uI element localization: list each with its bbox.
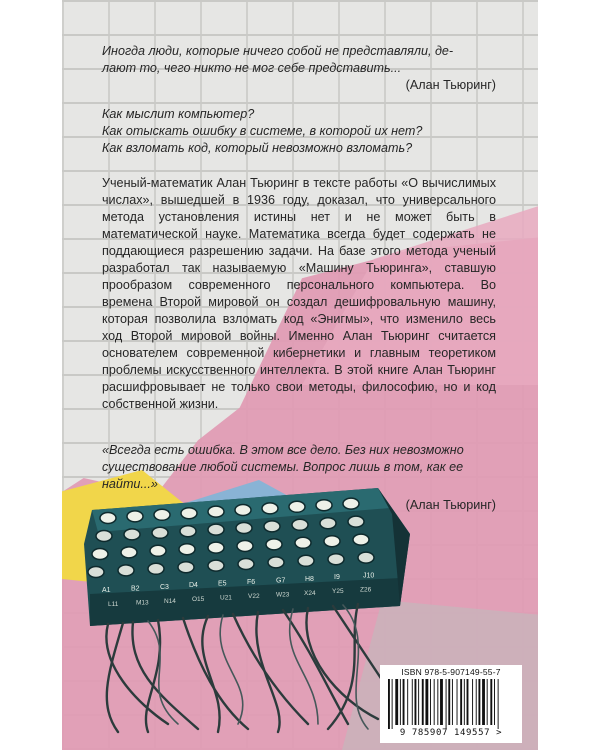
machine-key	[328, 554, 344, 565]
barcode-bar	[440, 679, 443, 725]
machine-key	[292, 519, 308, 530]
machine-label: A1	[102, 587, 111, 594]
machine-label: G7	[276, 577, 286, 585]
barcode-bar	[392, 679, 393, 729]
barcode-bar	[434, 679, 435, 725]
machine-key	[124, 529, 140, 540]
machine-label: H8	[305, 575, 314, 583]
machine-key	[208, 542, 224, 553]
machine-label: O15	[192, 596, 205, 604]
machine-key	[88, 567, 104, 578]
barcode-bar	[478, 679, 480, 725]
machine-label: W23	[276, 591, 290, 599]
barcode-bar	[487, 679, 488, 725]
closing-quote-author: (Алан Тьюринг)	[405, 498, 496, 512]
machine-key	[152, 527, 168, 538]
barcode-bar	[472, 679, 473, 725]
machine-label: N14	[164, 597, 176, 605]
machine-key	[208, 506, 224, 517]
machine-label: U21	[220, 594, 232, 602]
machine-key	[343, 498, 359, 509]
machine-label: I9	[334, 574, 340, 582]
barcode-bar	[422, 679, 424, 725]
machine-key	[358, 552, 374, 563]
question-item: Как отыскать ошибку в системе, в которой их нет?	[102, 124, 423, 138]
barcode-bar	[400, 679, 401, 725]
barcode-bar	[395, 679, 398, 725]
epigraph-author: (Алан Тьюринг)	[405, 78, 496, 92]
epigraph-quote-line2: лают то, чего никто не мог себе представить...	[102, 61, 402, 75]
barcode-bar	[407, 679, 408, 725]
machine-label: F6	[247, 579, 256, 586]
machine-label: C3	[160, 583, 169, 591]
machine-key	[268, 557, 284, 568]
barcode-bar	[464, 679, 465, 725]
machine-key	[320, 518, 336, 529]
machine-key	[208, 524, 224, 535]
isbn-number: ISBN 978-5-907149-55-7	[401, 667, 501, 677]
machine-key	[238, 559, 254, 570]
barcode-bar	[403, 679, 405, 725]
machine-key	[316, 500, 332, 511]
machine-key	[96, 531, 112, 542]
barcode-bar	[494, 679, 495, 725]
question-item: Как взломать код, который невозможно взломать?	[102, 141, 413, 155]
machine-label: L11	[108, 601, 119, 608]
barcode-bar	[476, 679, 477, 725]
machine-key	[353, 534, 369, 545]
barcode-bar	[418, 679, 419, 725]
machine-key	[208, 560, 224, 571]
machine-label: B2	[131, 585, 140, 593]
machine-key	[289, 501, 305, 512]
machine-key	[118, 565, 134, 576]
machine-key	[264, 521, 280, 532]
machine-label: V22	[248, 593, 260, 600]
machine-key	[121, 547, 137, 558]
epigraph	[102, 43, 496, 94]
machine-key	[178, 562, 194, 573]
machine-key	[295, 537, 311, 548]
barcode-bar	[490, 679, 492, 725]
description-paragraph: Ученый-математик Алан Тьюринг в тексте работы «О вычислимых числах», вышедшей в 1936 году, доказал, что универсального метода установления истины нет и не может быть в математической науке. Математика всегда будет содержать не поддающиеся разрешению задачи. На базе этого метода ученый разработал так называемую «Машину Тьюринга», ставшую прообразом современного персонального компьютера. Во времена Второй мировой он создал дешифровальную машину, которая позволила взломать код «Энигмы», что изменило весь ход Второй мировой войны. Именно Алан Тьюринг считается основателем современной кибернетики и главным теоретиком проблемы искусственного интеллекта. В этой книге Алан Тьюринг расшифровывает не только свои методы, философию, но и код собственной жизни.	[102, 176, 496, 411]
barcode-bar	[467, 679, 469, 725]
barcode-digits: 9 785907 149557 >	[399, 728, 503, 738]
machine-label: E5	[218, 580, 227, 588]
barcode-bar	[448, 679, 450, 725]
epigraph-quote-line1: Иногда люди, которые ничего собой не представляли, де-	[102, 44, 454, 58]
enigma-machine-illustration	[78, 474, 422, 736]
machine-label: M13	[136, 599, 149, 607]
machine-key	[180, 526, 196, 537]
machine-key	[127, 511, 143, 522]
machine-label: D4	[189, 582, 198, 590]
isbn-barcode	[380, 665, 522, 743]
machine-key	[237, 541, 253, 552]
barcode-bar	[498, 679, 499, 729]
machine-label: Z26	[360, 586, 372, 594]
machine-label: Y25	[332, 588, 344, 596]
machine-key	[100, 513, 116, 524]
machine-key	[324, 536, 340, 547]
barcode-bar	[446, 679, 447, 729]
machine-key	[148, 563, 164, 574]
barcode-bar	[388, 679, 390, 729]
barcode-bar	[452, 679, 453, 725]
machine-key	[348, 516, 364, 527]
machine-key	[298, 555, 314, 566]
machine-key	[236, 523, 252, 534]
machine-key	[181, 508, 197, 519]
book-back-cover	[62, 0, 538, 750]
machine-key	[235, 505, 251, 516]
machine-label: J10	[363, 572, 375, 580]
barcode-bar	[437, 679, 438, 725]
barcode-bar	[460, 679, 462, 725]
machine-key	[262, 503, 278, 514]
barcode-bar	[482, 679, 485, 725]
machine-key	[150, 545, 166, 556]
barcode-bar	[430, 679, 431, 725]
barcode-bars	[386, 679, 516, 729]
questions-block	[102, 106, 496, 157]
machine-key	[179, 544, 195, 555]
barcode-bar	[415, 679, 417, 725]
machine-key	[154, 509, 170, 520]
barcode-bar	[425, 679, 428, 725]
barcode-bar	[457, 679, 458, 725]
question-item: Как мыслит компьютер?	[102, 107, 255, 121]
machine-label: X24	[304, 589, 316, 597]
barcode-bar	[412, 679, 413, 725]
closing-quote-text: «Всегда есть ошибка. В этом все дело. Без них невозможно существование любой системы. Вопрос лишь в том, как ее найти...»	[102, 443, 464, 491]
machine-key	[92, 549, 108, 560]
machine-key	[266, 539, 282, 550]
